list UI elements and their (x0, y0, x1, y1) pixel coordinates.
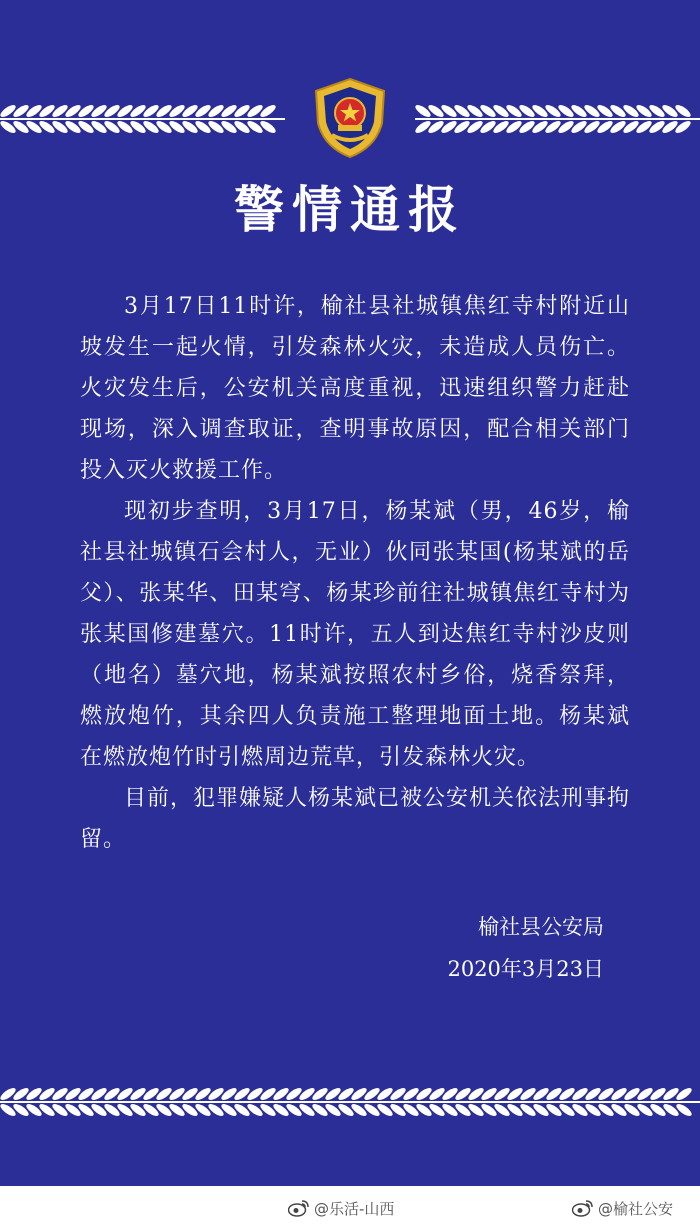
watermark-yushe-police (572, 1196, 673, 1220)
notice-paragraph: 现初步查明，3月17日，杨某斌（男，46岁，榆社县社城镇石会村人，无业）伙同张某国(杨某斌的岳父）、张某华、田某穹、杨某珍前往社城镇焦红寺村为张某国修建墓穴。11时许，五人到达焦红寺村沙皮则（地名）墓穴地，杨某斌按照农村乡俗，烧香祭拜，燃放炮竹，其余四人负责施工整理地面土地。杨某斌在燃放炮竹时引燃周边荒草，引发森林火灾。 (80, 499, 630, 770)
notice-paragraph: 目前，犯罪嫌疑人杨某斌已被公安机关依法刑事拘留。 (80, 786, 631, 852)
notice-title: 警情通报 (234, 181, 466, 239)
laurel-ornament (0, 1082, 700, 1122)
watermark-text: @乐活-山西 (314, 1199, 395, 1218)
notice-signature (447, 906, 604, 990)
police-emblem-icon (310, 77, 390, 159)
weibo-logo-icon (572, 1199, 594, 1217)
bottom-ornament-band (0, 1082, 700, 1122)
weibo-logo-icon (288, 1199, 310, 1217)
issue-date: 2020年3月23日 (447, 957, 604, 981)
watermark-lehuo-shanxi (288, 1196, 394, 1220)
watermark-text: @榆社公安 (598, 1199, 674, 1218)
issuer-name: 榆社县公安局 (478, 915, 604, 939)
notice-body (80, 286, 630, 860)
notice-paragraph: 3月17日11时许，榆社县社城镇焦红寺村附近山坡发生一起火情，引发森林火灾，未造成人员伤亡。火灾发生后，公安机关高度重视，迅速组织警力赶赴现场，深入调查取证，查明事故原因，配合相关部门投入灭火救援工作。 (80, 294, 630, 483)
